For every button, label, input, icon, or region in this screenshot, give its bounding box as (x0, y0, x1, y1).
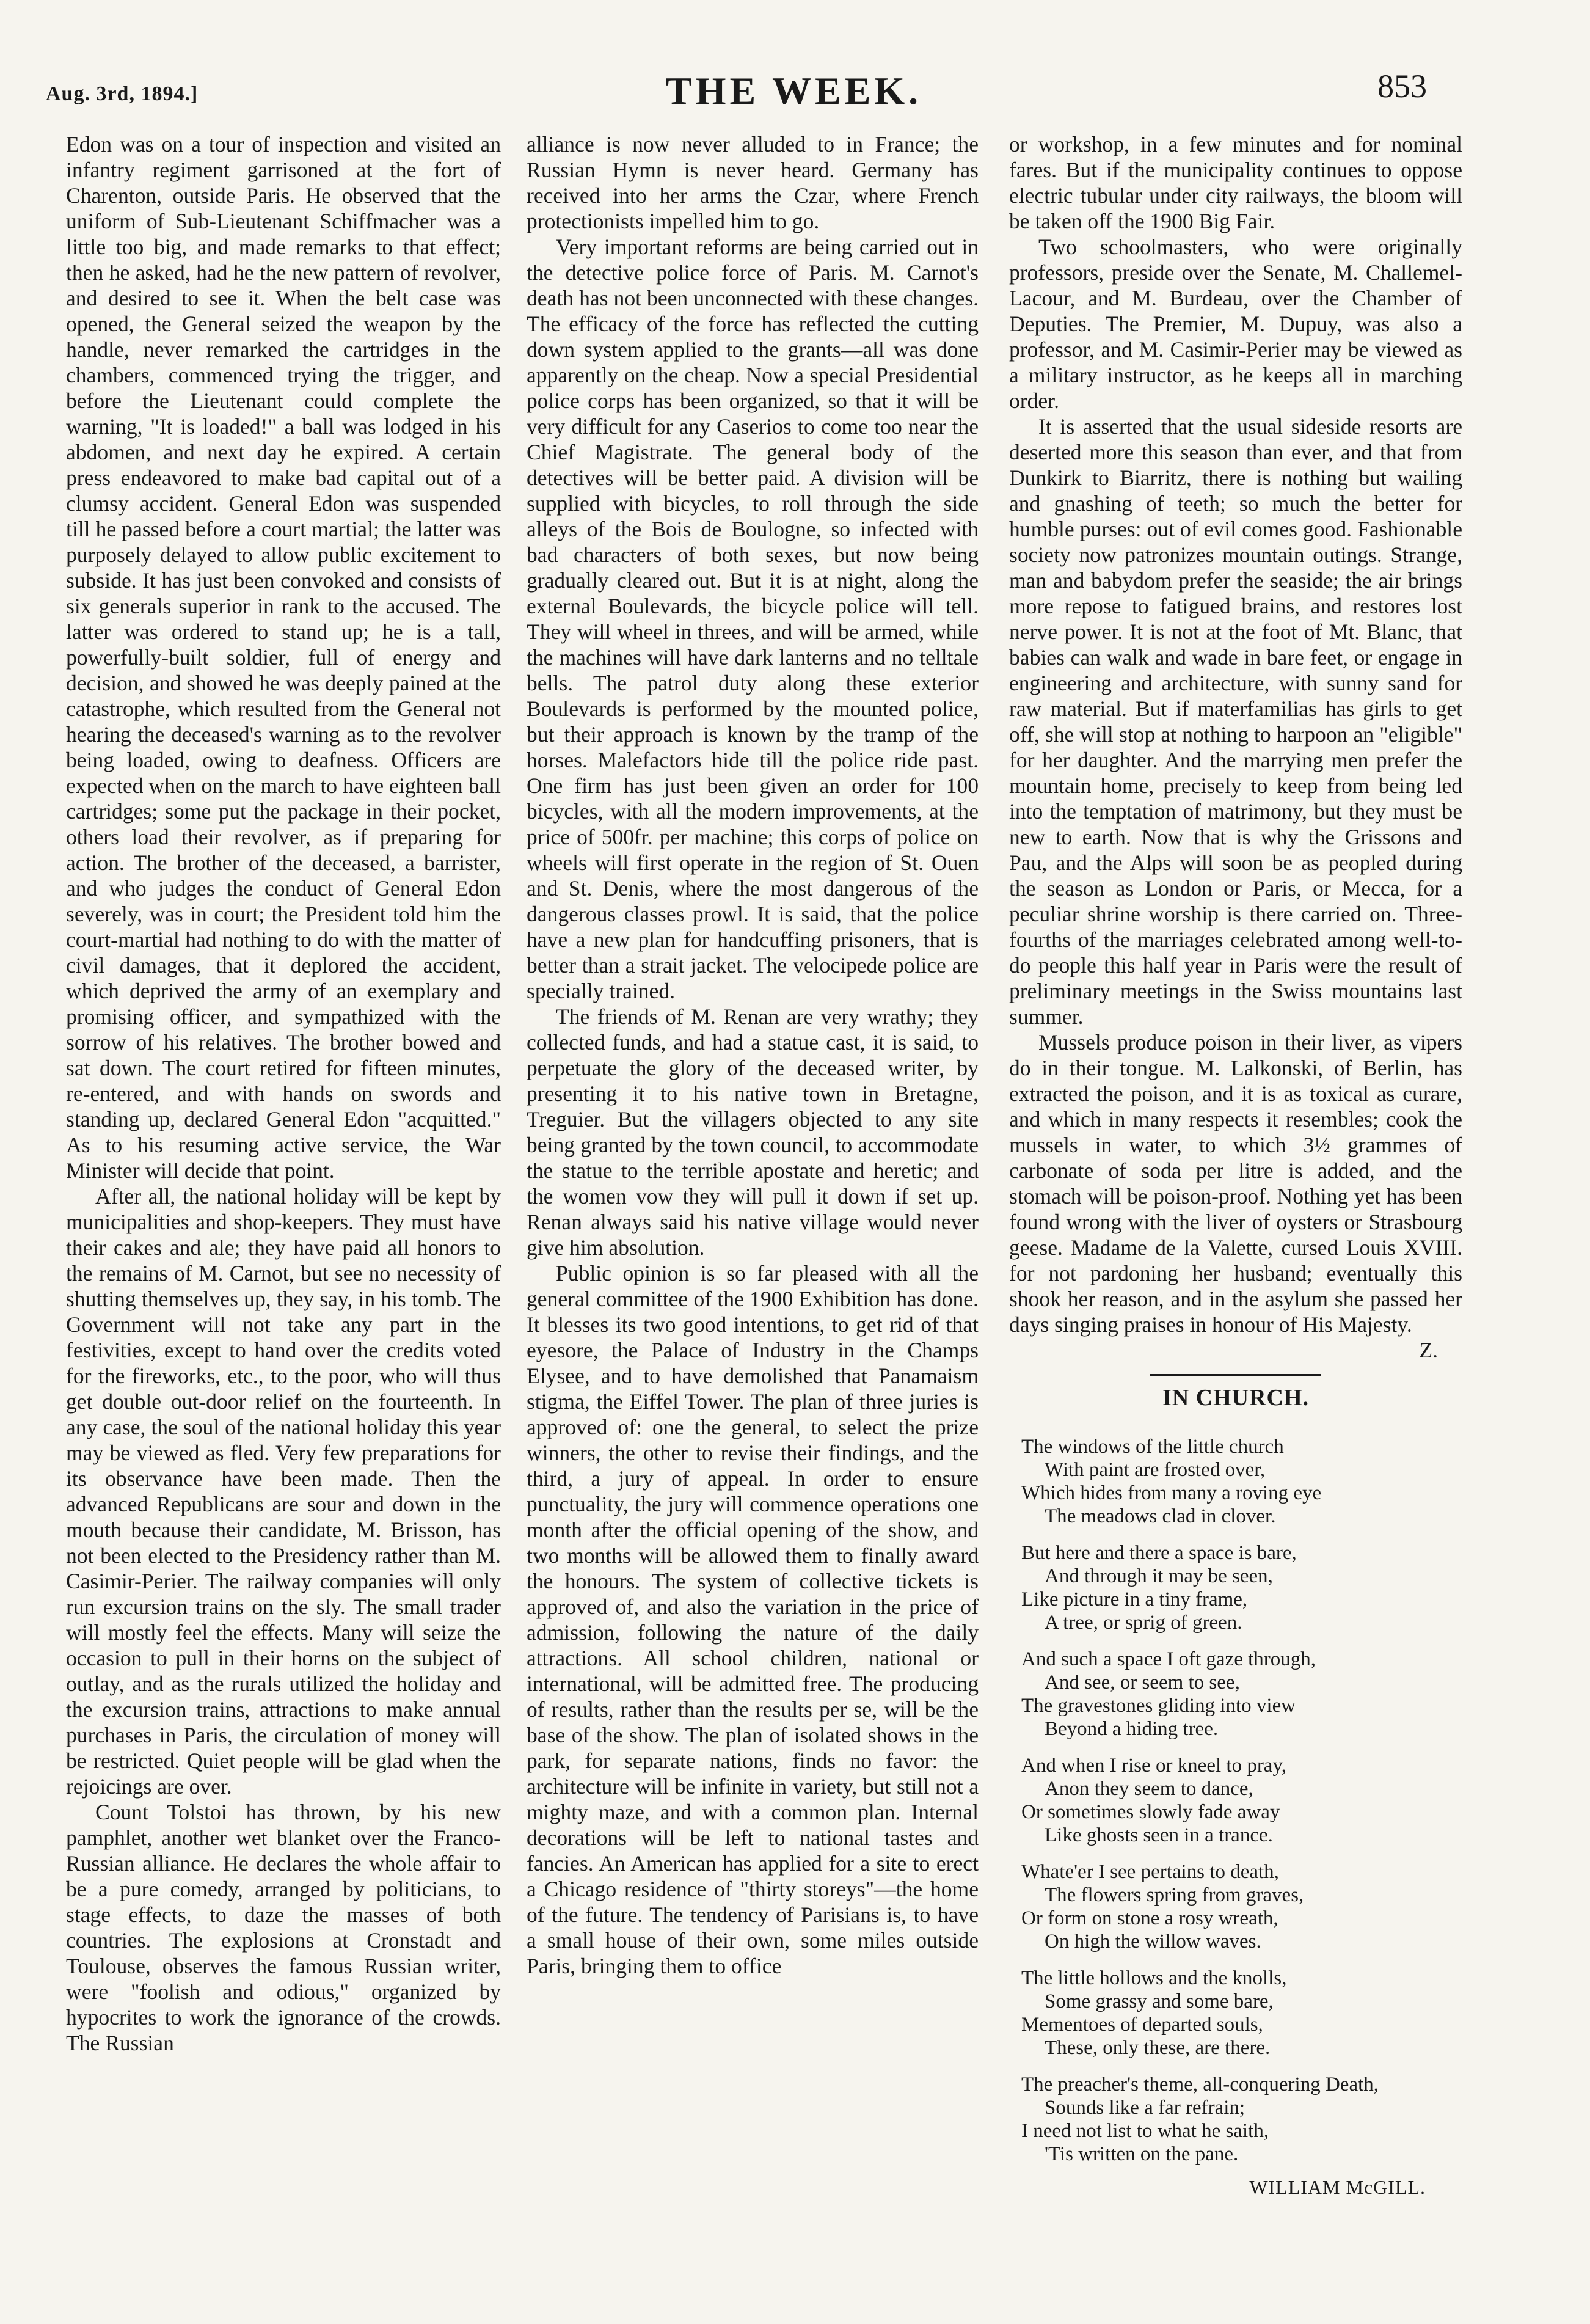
paragraph: It is asserted that the usual sideside resorts are deserted more this season than ever, and that from Dunkirk to Biarritz, there is nothing but wailing and gnashing of teeth; so much the better for humble purses: out of evil comes good. Fashionable society now patronizes mountain outings. Strange, man and babydom prefer the seaside; the air brings more repose to fatigued brains, and restores lost nerve power. It is not at the foot of Mt. Blanc, that babies can walk and wade in bare feet, or engage in engineering and architecture, with sunny sand for raw material. But if materfamilias has girls to get off, she will stop at nothing to harpoon an "eligible" for her daughter. And the marrying men prefer the mountain home, precisely to keep from being led into the temptation of matrimony, but they must be new to earth. Now that is why the Grissons and Pau, and the Alps will soon be as peopled during the season as London or Paris, or Mecca, for a peculiar shrine worship is there carried on. Three-fourths of the marriages celebrated among well-to-do people this half year in Paris were the result of preliminary meetings in the Swiss mountains last summer. (1009, 414, 1462, 1029)
poem-line: And see, or seem to see, (1045, 1672, 1240, 1694)
poem-line: With paint are frosted over, (1045, 1459, 1266, 1481)
poem-line: Beyond a hiding tree. (1045, 1718, 1219, 1740)
poem-line: These, only these, are there. (1045, 2037, 1271, 2059)
poem-stanza (1021, 2073, 1462, 2166)
poem-stanza (1021, 1648, 1462, 1741)
column-3 (1009, 131, 1462, 2200)
poem-stanza (1021, 1541, 1462, 1634)
paragraph: Count Tolstoi has thrown, by his new pamphlet, another wet blanket over the Franco-Russian alliance. He declares the whole affair to be a pure comedy, arranged by politicians, to stage effects, to daze the masses of both countries. The explosions at Cronstadt and Toulouse, observes the famous Russian writer, were "foolish and odious," organized by hypocrites to work the ignorance of the crowds. The Russian (66, 1800, 501, 2055)
poem-line: Sounds like a far refrain; (1045, 2097, 1245, 2119)
poem-line: But here and there a space is bare, (1021, 1542, 1297, 1564)
column-2 (527, 131, 979, 1979)
poem-line: The preacher's theme, all-conquering Death, (1021, 2074, 1379, 2096)
poem-line: The little hollows and the knolls, (1021, 1967, 1287, 1989)
poem-author: WILLIAM McGILL. (1249, 2176, 1426, 2198)
article-signature: Z. (1419, 1338, 1438, 1362)
poem-stanza (1021, 1967, 1462, 2059)
poem-line: On high the willow waves. (1045, 1931, 1261, 1953)
poem-line: Anon they seem to dance, (1045, 1778, 1253, 1800)
poem-stanza (1021, 1435, 1462, 1528)
poem-line: Mementoes of departed souls, (1021, 2014, 1263, 2036)
poem-line: Some grassy and some bare, (1045, 1990, 1274, 2012)
poem-line: Which hides from many a roving eye (1021, 1482, 1322, 1504)
poem-line: A tree, or sprig of green. (1045, 1612, 1242, 1634)
issue-date: Aug. 3rd, 1894.] (46, 82, 199, 105)
page-number: 853 (1377, 68, 1427, 104)
poem-line: I need not list to what he saith, (1021, 2120, 1269, 2142)
paragraph: or workshop, in a few minutes and for nominal fares. But if the municipality continues to oppose electric tubular under city railways, the bloom will be taken off the 1900 Big Fair. (1009, 132, 1462, 233)
poem-title: IN CHURCH. (1162, 1385, 1310, 1411)
publication-title: THE WEEK. (666, 69, 922, 112)
poem-line: Whate'er I see pertains to death, (1021, 1861, 1279, 1883)
column-1 (66, 131, 501, 2056)
poem-line: Like picture in a tiny frame, (1021, 1588, 1248, 1610)
poem-line: The gravestones gliding into view (1021, 1695, 1296, 1717)
poem-line: And through it may be seen, (1045, 1565, 1273, 1587)
paragraph: alliance is now never alluded to in France; the Russian Hymn is never heard. Germany has received into her arms the Czar, where French protectionists impelled him to go. (527, 132, 979, 233)
poem-line: 'Tis written on the pane. (1045, 2143, 1239, 2165)
poem-line: Or sometimes slowly fade away (1021, 1801, 1280, 1823)
poem-line: Or form on stone a rosy wreath, (1021, 1907, 1278, 1929)
paragraph: Edon was on a tour of inspection and visited an infantry regiment garrisoned at the fort of Charenton, outside Paris. He observed that the uniform of Sub-Lieutenant Schiffmacher was a little too big, and made remarks to that effect; then he asked, had he the new pattern of revolver, and desired to see it. When the belt case was opened, the General seized the weapon by the handle, never remarked the cartridges in the chambers, commenced trying the trigger, and before the Lieutenant could complete the warning, "It is loaded!" a ball was lodged in his abdomen, and next day he expired. A certain press endeavored to make bad capital out of a clumsy accident. General Edon was suspended till he passed before a court martial; the latter was purposely delayed to allow public excitement to subside. It has just been convoked and consists of six generals superior in rank to the accused. The latter was ordered to stand up; he is a tall, powerfully-built soldier, full of energy and decision, and showed he was deeply pained at the catastrophe, which resulted from the General not hearing the deceased's warning as to the revolver being loaded, owing to deafness. Officers are expected when on the march to have eighteen ball cartridges; some put the package in their pocket, others load their revolver, as if preparing for action. The brother of the deceased, a barrister, and who judges the conduct of General Edon severely, was in court; the President told him the court-martial had nothing to do with the matter of civil damages, that it deplored the accident, which deprived the army of an exemplary and promising officer, and sympathized with the sorrow of his relatives. The brother bowed and sat down. The court retired for fifteen minutes, re-entered, and with hands on swords and standing up, declared General Edon "acquitted." As to his resuming active service, the War Minister will decide that point. (66, 132, 501, 1183)
poem-stanza (1021, 1860, 1462, 1953)
paragraph: Two schoolmasters, who were originally professors, preside over the Senate, M. Challemel-Lacour, and M. Burdeau, over the Chamber of Deputies. The Premier, M. Dupuy, was also a professor, and M. Casimir-Perier may be viewed as a military instructor, as he keeps all in marching order. (1009, 235, 1462, 413)
poem-stanza (1021, 1754, 1462, 1847)
poem-line: Like ghosts seen in a trance. (1045, 1824, 1273, 1846)
poem-body (1009, 1435, 1462, 2166)
poem-line: The windows of the little church (1021, 1436, 1284, 1458)
poem-line: And such a space I oft gaze through, (1021, 1648, 1316, 1670)
paragraph: Mussels produce poison in their liver, as vipers do in their tongue. M. Lalkonski, of Berlin, has extracted the poison, and it is as toxical as curare, and which in many respects it resembles; cook the mussels in water, to which 3½ grammes of carbonate of soda per litre is added, and the stomach will be poison-proof. Nothing yet has been found wrong with the liver of oysters or Strasbourg geese. Madame de la Valette, cursed Louis XVIII. for not pardoning her husband; eventually this shook her reason, and in the asylum she passed her days singing praises in honour of His Majesty. (1009, 1030, 1462, 1337)
paragraph: The friends of M. Renan are very wrathy; they collected funds, and had a statue cast, it is said, to perpetuate the glory of the deceased writer, by presenting it to his native town in Bretagne, Treguier. But the villagers objected to any site being granted by the town council, to accommodate the statue to the terrible apostate and heretic; and the women vow they will pull it down if set up. Renan always said his native village would never give him absolution. (527, 1004, 979, 1260)
poem-line: And when I rise or kneel to pray, (1021, 1755, 1287, 1777)
poem-line: The flowers spring from graves, (1045, 1884, 1304, 1906)
paragraph: After all, the national holiday will be kept by municipalities and shop-keepers. They must have their cakes and ale; they have paid all honors to the remains of M. Carnot, but see no necessity of shutting themselves up, they say, in his tomb. The Government will not take any part in the festivities, except to hand over the credits voted for the fireworks, etc., to the poor, who will thus get double out-door relief on the fourteenth. In any case, the soul of the national holiday this year may be viewed as fled. Very few preparations for its observance have been made. Then the advanced Republicans are sour and down in the mouth because their candidate, M. Brisson, has not been elected to the Presidency rather than M. Casimir-Perier. The railway companies will only run excursion trains on the sly. The small trader will mostly feel the effects. Many will seize the occasion to pull in their horns on the subject of outlay, and as the rurals utilized the holiday and the excursion trains, attractions to make annual purchases in Paris, the circulation of money will be restricted. Quiet people will be glad when the rejoicings are over. (66, 1184, 501, 1799)
paragraph: Very important reforms are being carried out in the detective police force of Paris. M. Carnot's death has not been unconnected with these changes. The efficacy of the force has reflected the cutting down system applied to the grants—all was done apparently on the cheap. Now a special Presidential police corps has been organized, so that it will be very difficult for any Caserios to come too near the Chief Magistrate. The general body of the detectives will be better paid. A division will be supplied with bicycles, to roll through the side alleys of the Bois de Boulogne, so infected with bad characters of both sexes, but now being gradually cleared out. But it is at night, along the external Boulevards, the bicycle police will tell. They will wheel in threes, and will be armed, while the machines will have dark lanterns and no telltale bells. The patrol duty along these exterior Boulevards is performed by the mounted police, but their approach is known by the tramp of the horses. Malefactors hide till the police ride past. One firm has just been given an order for 100 bicycles, with all the modern improvements, at the price of 500fr. per machine; this corps of police on wheels will first operate in the region of St. Ouen and St. Denis, where the most dangerous of the dangerous classes prowl. It is said, that the police have a new plan for handcuffing prisoners, that is better than a strait jacket. The velocipede police are specially trained. (527, 235, 979, 1003)
page-header (0, 0, 1590, 128)
section-divider (1150, 1374, 1321, 1376)
poem-line: The meadows clad in clover. (1045, 1505, 1276, 1527)
paragraph: Public opinion is so far pleased with all the general committee of the 1900 Exhibition has done. It blesses its two good intentions, to get rid of that eyesore, the Palace of Industry in the Champs Elysee, and to have demolished that Panamaism stigma, the Eiffel Tower. The plan of three juries is approved of: one the general, to select the prize winners, the other to revise their findings, and the third, a jury of appeal. In order to ensure punctuality, the jury will commence operations one month after the official opening of the show, and two months will be allowed them to finally award the honours. The system of collective tickets is approved of, and also the variation in the price of admission, following the nature of the daily attractions. All school children, national or international, will be admitted free. The producing of results, rather than the results per se, will be the base of the show. The plan of isolated shows in the park, for separate nations, finds no favor: the architecture will be infinite in variety, but still not a mighty maze, and with a common plan. Internal decorations will be left to national tastes and fancies. An American has applied for a site to erect a Chicago residence of "thirty storeys"—the home of the future. The tendency of Parisians is, to have a small house of their own, some miles outside Paris, bringing them to office (527, 1261, 979, 1978)
